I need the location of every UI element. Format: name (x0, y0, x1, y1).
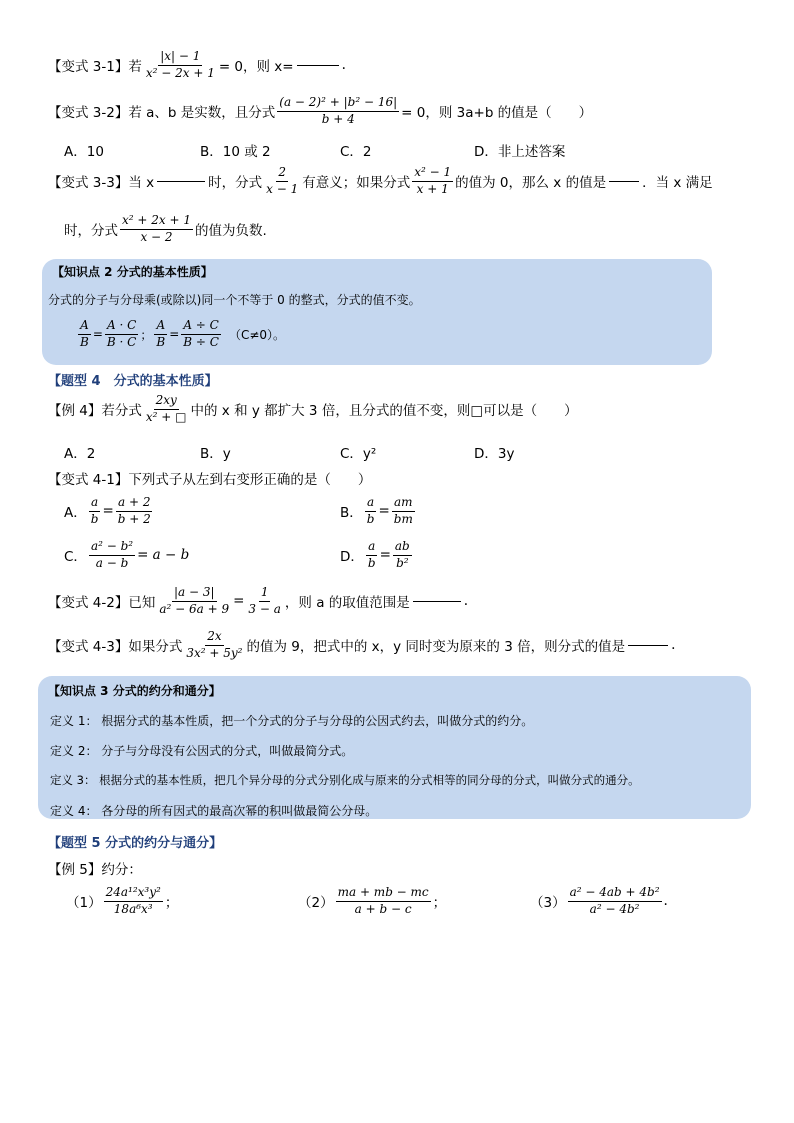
problem-tag: 【例 4】 (48, 403, 102, 420)
numerator: (a − 2)² + |b² − 16| (277, 96, 399, 112)
numerator: 2x (205, 630, 223, 646)
numerator: 1 (259, 586, 271, 602)
problem-4-1 (48, 468, 371, 488)
numerator: am (392, 496, 415, 512)
section-heading-4: 【题型 4 分式的基本性质】 (48, 374, 218, 389)
part-label: （1） (66, 895, 102, 912)
option-d[interactable]: D．非上述答案 (474, 144, 566, 160)
problem-3-2 (48, 96, 592, 127)
problem-text: 时，分式 (208, 175, 263, 192)
fraction (116, 496, 153, 527)
numerator: 2 (276, 166, 288, 182)
numerator: a (365, 496, 376, 512)
numerator: a (89, 496, 100, 512)
fraction (144, 394, 189, 425)
problem-tag: 【变式 3-3】 (48, 175, 129, 192)
denominator: 3x² + 5y² (186, 645, 243, 660)
option-c[interactable]: C．y² (340, 446, 377, 462)
problem-4-2 (48, 586, 468, 617)
denominator: b (90, 511, 99, 526)
part-2 (298, 886, 446, 917)
denominator: B (156, 334, 166, 349)
fraction (365, 496, 377, 527)
problem-text: ．当 x 满足 (642, 175, 713, 192)
fraction (393, 540, 412, 571)
denominator: b (367, 555, 376, 570)
option-label: D． (340, 549, 364, 566)
numerator: A (154, 319, 167, 335)
option-c[interactable]: C．2 (340, 144, 372, 160)
definition-1: 定义 1： 根据分式的基本性质，把一个分式的分子与分母的公因式约去，叫做分式的约分。 (50, 714, 534, 728)
answer-blank[interactable] (297, 64, 339, 66)
problem-text: = 0，则 x= (218, 59, 294, 76)
problem-text: 当 x (128, 175, 155, 192)
problem-text: 若 (128, 59, 142, 76)
fraction (277, 96, 399, 127)
problem-3-3 (48, 166, 713, 197)
numerator: |x| − 1 (158, 50, 202, 66)
numerator: x² − 1 (412, 166, 453, 182)
denominator: a² − 6a + 9 (159, 601, 230, 616)
denominator: 3 − a (248, 601, 281, 616)
denominator: x² − 2x + 1 (145, 65, 215, 80)
fraction (181, 319, 221, 350)
problem-text: 若分式 (101, 403, 142, 420)
fraction (184, 630, 244, 661)
denominator: x² + □ (145, 409, 187, 424)
option-a[interactable]: A．2 (64, 446, 96, 462)
problem-text: . (463, 593, 469, 610)
numerator: a² − b² (89, 540, 135, 556)
expression: = a − b (137, 547, 190, 564)
option-label: B． (340, 505, 363, 522)
problem-text: 已知 (128, 595, 156, 612)
knowledge-box-2 (42, 259, 712, 365)
denominator: a² − 4b² (589, 901, 640, 916)
numerator: 2xy (154, 394, 179, 410)
numerator: ma + mb − mc (336, 886, 431, 902)
numerator: ab (393, 540, 412, 556)
part-1 (66, 886, 178, 917)
numerator: a (366, 540, 377, 556)
problem-text: 如果分式 (128, 639, 183, 656)
option-b[interactable]: B．10 或 2 (200, 144, 271, 160)
equals: = (233, 593, 245, 610)
definition-3: 定义 3： 根据分式的基本性质，把几个异分母的分式分别化成与原来的分式相等的同分母的分式，叫做分式的通分。 (50, 773, 640, 787)
problem-text: 的值为 0，那么 x 的值是 (455, 175, 607, 192)
problem-text: . (341, 57, 346, 74)
definition-2: 定义 2： 分子与分母没有公因式的分式，叫做最简分式。 (50, 744, 354, 758)
denominator: b² (396, 555, 409, 570)
denominator: a + b − c (354, 901, 412, 916)
problem-text: 约分： (101, 862, 142, 878)
numerator: 24a¹²x³y² (104, 886, 163, 902)
option-a[interactable]: A． $\frac{a}{b}$ = $\frac{a + 2}{b + 2}$ (64, 495, 151, 526)
denominator: a − b (95, 555, 129, 570)
denominator: B ÷ C (183, 334, 219, 349)
problem-text: ，则 a 的取值范围是 (284, 595, 410, 612)
fraction (144, 50, 217, 81)
condition: （C≠0）。 (228, 327, 286, 342)
answer-blank[interactable] (157, 180, 205, 182)
denominator: B · C (106, 334, 137, 349)
knowledge-formula: $\frac{A}{B}$ = $\frac{A \cdot C}{B \cdot C}$ ； $\frac{A}{B}$ = $\frac{A \div C}{B \div C}$ （C≠0）。 (80, 318, 286, 349)
problem-text: = 0，则 3a+b 的值是（ ） (401, 105, 593, 122)
problem-3-1 (48, 50, 346, 81)
fraction (336, 886, 431, 917)
knowledge-title: 【知识点 2 分式的基本性质】 (52, 265, 213, 279)
part-3 (530, 886, 668, 917)
answer-blank[interactable] (609, 180, 639, 182)
fraction (392, 496, 415, 527)
problem-tag: 【变式 4-3】 (48, 639, 129, 656)
option-label: A． (64, 505, 87, 522)
numerator: x² + 2x + 1 (120, 214, 193, 230)
option-d[interactable]: D．3y (474, 446, 515, 462)
fraction (104, 886, 163, 917)
denominator: bm (393, 511, 413, 526)
denominator: b (366, 511, 375, 526)
definition-4: 定义 4： 各分母的所有因式的最高次幂的积叫做最简公分母。 (50, 804, 378, 818)
fraction (89, 540, 135, 571)
problem-tag: 【变式 3-2】 (48, 105, 129, 122)
knowledge-box-3 (38, 676, 751, 819)
denominator: b + 4 (321, 111, 355, 126)
problem-text: 的值为 9，把式中的 x，y 同时变为原来的 3 倍，则分式的值是 (246, 639, 626, 656)
denominator: x − 2 (140, 229, 173, 244)
problem-tag: 【变式 4-2】 (48, 595, 129, 612)
denominator: b + 2 (117, 511, 151, 526)
fraction (264, 166, 300, 197)
part-label: （3） (530, 895, 566, 912)
problem-text: 有意义；如果分式 (302, 175, 411, 192)
fraction (568, 886, 662, 917)
problem-text: 中的 x 和 y 都扩大 3 倍，且分式的值不变，则□可以是（ ） (190, 403, 578, 420)
option-a[interactable]: A．10 (64, 144, 104, 160)
fraction (154, 319, 167, 350)
fraction (120, 214, 193, 245)
fraction (157, 586, 231, 617)
numerator: A (78, 319, 91, 335)
option-b[interactable]: B．y (200, 446, 231, 462)
fraction (105, 319, 138, 350)
example-5 (48, 858, 142, 878)
problem-text: 若 a、b 是实数，且分式 (128, 105, 276, 122)
fraction (366, 540, 378, 571)
answer-blank[interactable] (628, 644, 668, 646)
option-c[interactable] (64, 540, 189, 571)
knowledge-title: 【知识点 3 分式的约分和通分】 (48, 684, 221, 698)
problem-text: 的值为负数. (194, 223, 267, 240)
section-heading-5: 【题型 5 分式的约分与通分】 (48, 836, 223, 851)
denominator: x + 1 (416, 181, 449, 196)
option-b[interactable]: B． $\frac{a}{b}$ = $\frac{am}{bm}$ (340, 495, 413, 526)
problem-text: 时，分式 (64, 223, 118, 240)
problem-text: 下列式子从左到右变形正确的是（ ） (128, 472, 372, 488)
fraction (246, 586, 282, 617)
punctuation: . (663, 893, 668, 910)
numerator: a + 2 (116, 496, 152, 512)
numerator: |a − 3| (172, 586, 217, 602)
separator: ； (140, 327, 153, 342)
denominator: 18a⁶x³ (113, 901, 153, 916)
problem-tag: 【变式 3-1】 (48, 59, 129, 76)
fraction (78, 319, 91, 350)
punctuation: ； (164, 895, 179, 912)
fraction (89, 496, 101, 527)
answer-blank[interactable] (413, 600, 461, 602)
punctuation: ； (432, 895, 447, 912)
problem-4-3 (48, 630, 675, 661)
example-4 (48, 394, 578, 425)
option-d[interactable]: D． $\frac{a}{b}$ = $\frac{ab}{\text{b²}}$ (340, 539, 410, 570)
problem-tag: 【变式 4-1】 (48, 472, 129, 488)
problem-tag: 【例 5】 (48, 862, 102, 878)
fraction (412, 166, 453, 197)
denominator: B (80, 334, 89, 349)
problem-text: . (671, 637, 676, 654)
part-label: （2） (298, 895, 334, 912)
numerator: a² − 4ab + 4b² (568, 886, 662, 902)
knowledge-text: 分式的分子与分母乘(或除以)同一个不等于 0 的整式，分式的值不变。 (48, 293, 421, 307)
option-label: C． (64, 549, 87, 566)
numerator: A · C (105, 319, 138, 335)
numerator: A ÷ C (181, 319, 221, 335)
denominator: x − 1 (266, 181, 299, 196)
problem-3-3-line2 (64, 214, 267, 245)
